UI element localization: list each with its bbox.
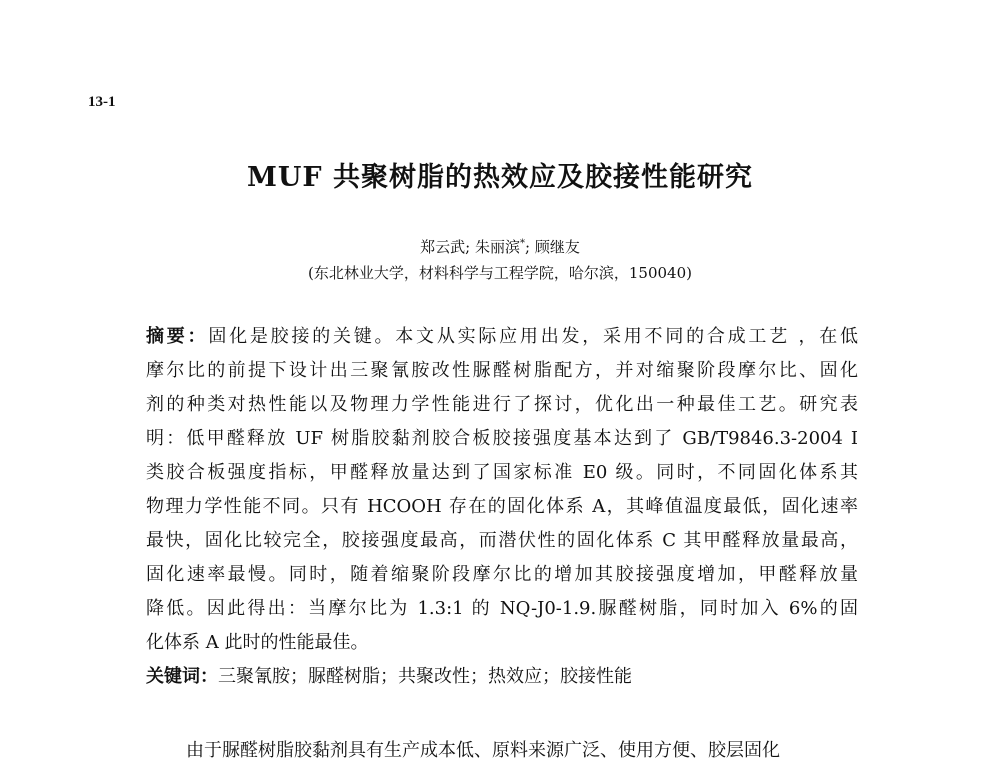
abstract-label: 摘要： bbox=[146, 326, 209, 347]
abstract-text: 固化是胶接的关键。本文从实际应用出发，采用不同的合成工艺 ，在低 bbox=[208, 326, 859, 347]
abstract-line: 降低。因此得出：当摩尔比为 1.3:1 的 NQ-J0-1.9.脲醛树脂，同时加入 6%的固 bbox=[146, 598, 858, 619]
author-2: 朱丽滨 bbox=[475, 238, 521, 256]
keywords-text: 三聚氰胺；脲醛树脂；共聚改性；热效应；胶接性能 bbox=[218, 666, 632, 687]
abstract-line: 物理力学性能不同。只有 HCOOH 存在的固化体系 A，其峰值温度最低，固化速率 bbox=[146, 496, 858, 517]
affiliation: (东北林业大学，材料科学与工程学院，哈尔滨，150040) bbox=[308, 264, 692, 282]
paper-title: MUF 共聚树脂的热效应及胶接性能研究 bbox=[246, 162, 753, 193]
author-3: ; 顾继友 bbox=[525, 238, 580, 256]
abstract-line bbox=[146, 320, 858, 354]
abstract bbox=[146, 320, 858, 660]
author-list bbox=[0, 236, 1000, 257]
keywords-label: 关键词： bbox=[146, 666, 218, 687]
page-code: 13-1 bbox=[88, 94, 116, 110]
keywords bbox=[146, 660, 632, 694]
author-1: 郑云武; bbox=[420, 238, 471, 256]
body-paragraph: 由于脲醛树脂胶黏剂具有生产成本低、原料来源广泛、使用方便、胶层固化 bbox=[186, 740, 780, 761]
abstract-line: 摩尔比的前提下设计出三聚氰胺改性脲醛树脂配方，并对缩聚阶段摩尔比、固化 bbox=[146, 360, 858, 381]
abstract-line: 固化速率最慢。同时，随着缩聚阶段摩尔比的增加其胶接强度增加，甲醛释放量 bbox=[146, 564, 858, 585]
abstract-line: 最快，固化比较完全，胶接强度最高，而潜伏性的固化体系 C 其甲醛释放量最高， bbox=[146, 530, 858, 551]
abstract-line: 化体系 A 此时的性能最佳。 bbox=[146, 632, 369, 653]
corresponding-author-mark: * bbox=[520, 238, 526, 249]
abstract-line: 明：低甲醛释放 UF 树脂胶黏剂胶合板胶接强度基本达到了 GB/T9846.3-2004 I bbox=[146, 428, 858, 449]
abstract-line: 剂的种类对热性能以及物理力学性能进行了探讨，优化出一种最佳工艺。研究表 bbox=[146, 394, 858, 415]
abstract-line: 类胶合板强度指标，甲醛释放量达到了国家标准 E0 级。同时，不同固化体系其 bbox=[146, 462, 858, 483]
